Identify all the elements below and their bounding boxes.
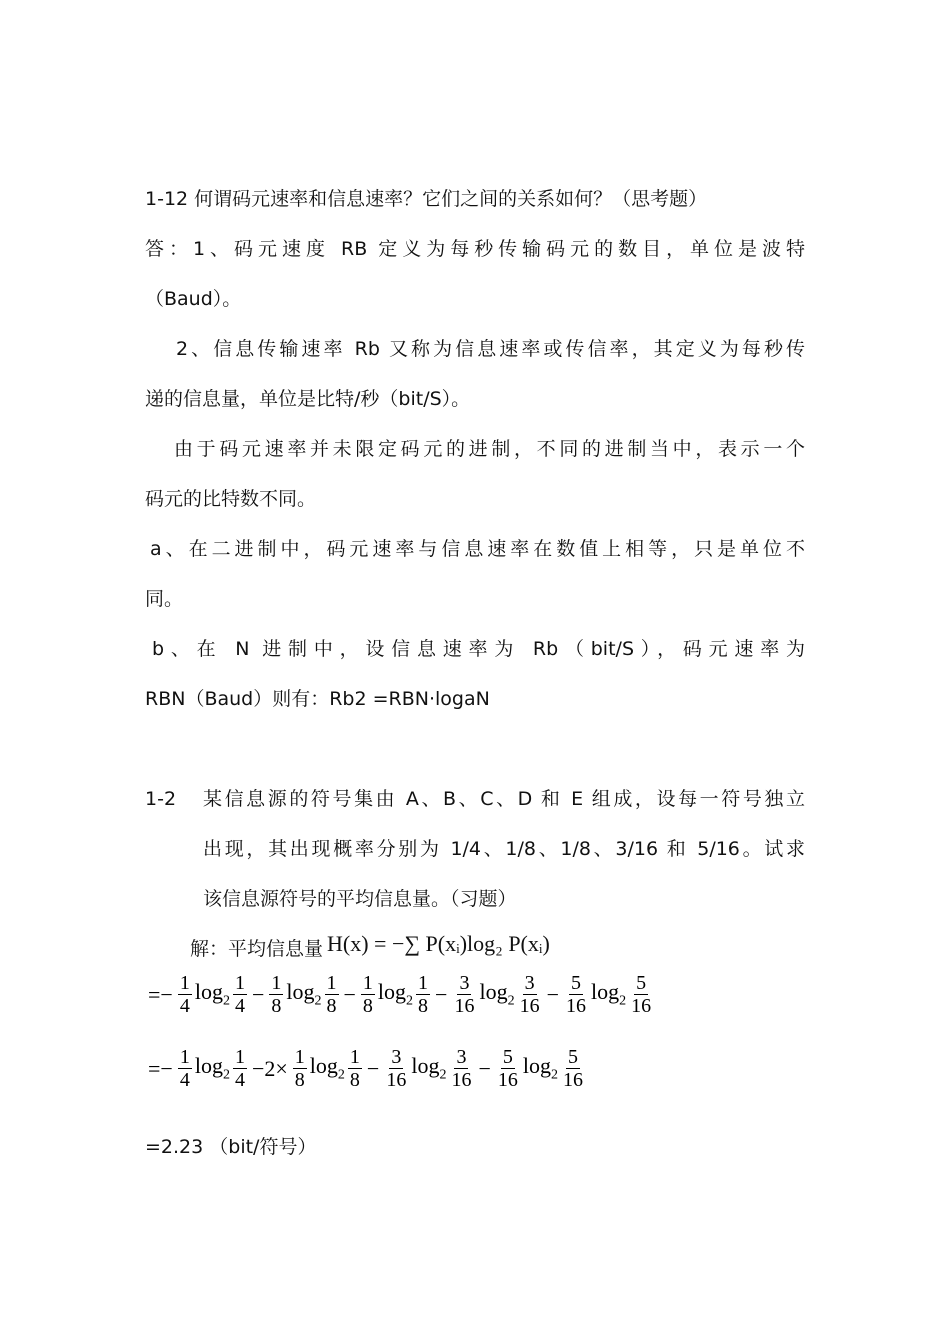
log-argument-fraction-numerator: 3 [524,972,535,994]
paragraph-2-line-1: 2、信息传输速率 Rb 又称为信息速率或传信率，其定义为每秒传 [176,338,805,360]
coefficient-fraction-denominator: 16 [566,995,587,1017]
question-line-2: 出现，其出现概率分别为 1/4、1/8、1/8、3/16 和 5/16。试求 [203,838,805,860]
log-argument-fraction [416,972,430,1017]
log-base-2: $\log_2$ [194,1053,230,1083]
log-argument-fraction [325,972,339,1017]
log-argument-fraction-denominator: 16 [563,1069,583,1091]
log-argument-fraction-numerator: 1 [349,1046,360,1068]
log-argument-fraction-denominator: 8 [349,1069,360,1091]
log-base-2: $\log_2$ [522,1053,558,1083]
formula-row-2 [145,1046,587,1091]
paragraph-3-line-1: 由于码元速率并未限定码元的进制，不同的进制当中，表示一个 [174,438,805,460]
coefficient-fraction [452,972,476,1017]
coefficient-fraction-numerator: 1 [179,972,190,994]
log-argument-fraction-numerator: 1 [418,972,429,994]
coefficient-fraction [361,972,375,1017]
log-argument-fraction-numerator: 1 [234,1046,245,1068]
coefficient-fraction-denominator: 8 [362,995,373,1017]
item-b-line-2: RBN（Baud）则有：Rb2 =RBN·logaN [145,688,490,710]
coefficient-fraction-numerator: 1 [294,1046,305,1068]
log-base: 2 [337,1067,345,1083]
coefficient-fraction-numerator: 5 [502,1046,513,1068]
log-argument-fraction-numerator: 3 [456,1046,467,1068]
log-base: 2 [439,1067,447,1083]
coefficient-fraction-denominator: 16 [497,1069,518,1091]
log-argument-fraction-denominator: 16 [519,995,540,1017]
log-base-2: $\log_2$ [309,1053,345,1083]
coefficient-fraction-numerator: 1 [362,972,373,994]
item-a-line-1: a、在二进制中，码元速率与信息速率在数值上相等，只是单位不 [150,538,805,560]
coefficient-fraction [496,1046,520,1091]
log-argument-fraction [233,1046,247,1091]
log-argument-fraction [561,1046,585,1091]
log-base: 2 [507,993,515,1009]
log-argument-fraction [348,1046,362,1091]
coefficient-fraction [293,1046,307,1091]
formula-operator: =− [148,1055,173,1081]
formula-operator: − [366,1055,380,1081]
coefficient-fraction-denominator: 8 [294,1069,305,1091]
question-line-1: 某信息源的符号集由 A、B、C、D 和 E 组成，设每一符号独立 [203,788,805,810]
log-base-2: $\log_2$ [286,979,322,1009]
formula-operator: − [435,981,448,1007]
formula-operator: − [478,1055,491,1081]
coefficient-fraction-numerator: 3 [459,972,470,994]
coefficient-fraction-numerator: 1 [271,972,282,994]
log-argument-fraction [233,972,247,1017]
answer-line-2: （Baud）。 [145,288,242,310]
item-a-line-2: 同。 [145,588,184,610]
log-argument-fraction [518,972,542,1017]
coefficient-fraction [269,972,283,1017]
log-base: 2 [222,993,230,1009]
log-argument-fraction-denominator: 4 [234,995,245,1017]
formula-operator: − [546,981,560,1007]
coefficient-fraction-denominator: 4 [179,1069,190,1091]
formula-operator: =− [148,981,173,1007]
log-argument-fraction-denominator: 8 [418,995,429,1017]
result-line: =2.23 （bit/符号） [145,1136,317,1158]
log-argument-fraction-denominator: 8 [326,995,337,1017]
solution-label: 解：平均信息量 [190,938,324,960]
coefficient-fraction-denominator: 4 [179,995,190,1017]
coefficient-fraction [178,1046,192,1091]
log-argument-fraction [629,972,653,1017]
log-base: 2 [619,993,627,1009]
question-line-3: 该信息源符号的平均信息量。（习题） [203,888,517,910]
log-base: 2 [222,1067,230,1083]
log-base-2: $\log_2$ [377,979,414,1009]
log-base-2: $\log_2$ [194,979,230,1009]
log-base: 2 [314,993,322,1009]
log-argument-fraction-numerator: 5 [568,1046,578,1068]
log-argument-fraction-numerator: 5 [636,972,647,994]
coefficient-fraction-numerator: 5 [571,972,582,994]
coefficient-fraction [178,972,192,1017]
coefficient-fraction-denominator: 8 [271,995,282,1017]
log-argument-fraction-denominator: 16 [631,995,652,1017]
question-number: 1-2 [145,788,177,810]
log-argument-fraction-numerator: 1 [326,972,337,994]
formula-operator: −2× [251,1055,288,1081]
formula-operator: − [343,981,356,1007]
log-argument-fraction-denominator: 16 [451,1069,472,1091]
solution-line [190,931,550,964]
coefficient-fraction-numerator: 1 [179,1046,190,1068]
item-b-line-1: b、在 N 进制中，设信息速率为 Rb（bit/S），码元速率为 [152,638,805,660]
log-argument-fraction-numerator: 1 [234,972,245,994]
paragraph-2-line-2: 递的信息量，单位是比特/秒（bit/S）。 [145,388,471,410]
question-title: 1-12 何谓码元速率和信息速率？它们之间的关系如何？（思考题） [145,188,708,210]
log-base: 2 [551,1067,558,1083]
log-base-2: $\log_2$ [591,979,627,1009]
log-base-2: $\log_2$ [479,979,515,1009]
log-argument-fraction [449,1046,473,1091]
formula-row-1 [145,972,655,1017]
coefficient-fraction [564,972,588,1017]
formula-operator: − [251,981,265,1007]
paragraph-3-line-2: 码元的比特数不同。 [145,488,317,510]
coefficient-fraction-denominator: 16 [386,1069,407,1091]
coefficient-fraction-numerator: 3 [391,1046,402,1068]
log-argument-fraction-denominator: 4 [234,1069,245,1091]
log-base: 2 [406,993,414,1009]
coefficient-fraction-denominator: 16 [454,995,475,1017]
answer-line-1: 答：1、码元速度 RB 定义为每秒传输码元的数目，单位是波特 [145,238,805,260]
coefficient-fraction [384,1046,408,1091]
entropy-definition-formula: H(x) = −∑ P(xᵢ)log₂ P(xᵢ) [327,931,550,956]
log-base-2: $\log_2$ [411,1053,447,1083]
